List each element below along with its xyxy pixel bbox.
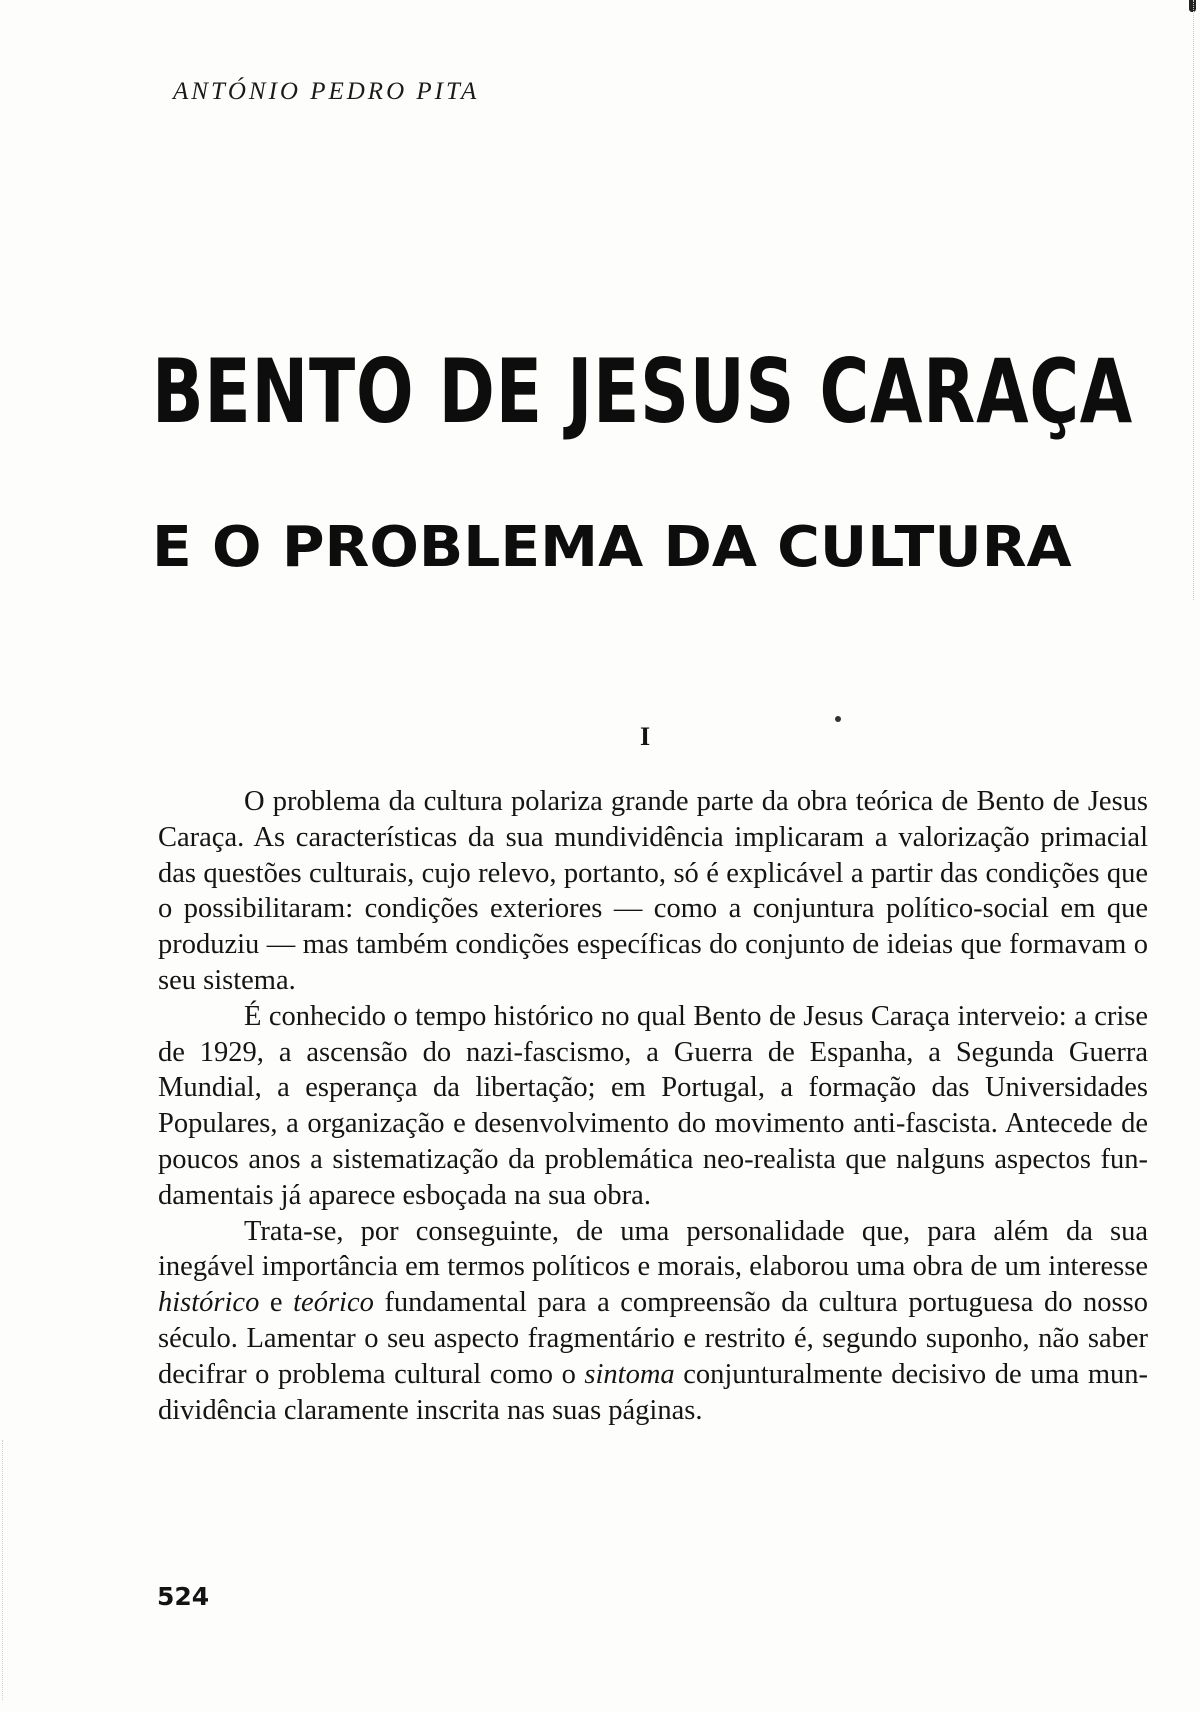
scan-edge-right	[1191, 0, 1194, 600]
italic-historico: histórico	[158, 1287, 260, 1319]
paragraph-3-text: e	[259, 1287, 294, 1319]
paragraph-3-text: conjunturalmente decisivo de uma mundividência claramente inscrita nas suas páginas.	[158, 1358, 1148, 1426]
paragraph-3-text: fundamental para a compreensão da cultura portuguesa do nosso século. Lamentar o seu aspecto fragmentário e restrito é, segundo suponho, não saber decifrar o problema cultural como o	[158, 1287, 1148, 1390]
section-number: I	[640, 722, 651, 751]
article-subtitle: E O PROBLEMA DA CULTURA	[152, 515, 1072, 580]
scan-edge-left	[2, 1440, 4, 1700]
italic-sintoma: sintoma	[584, 1358, 675, 1390]
paragraph-3-text: Trata-se, por conseguinte, de uma personalidade que, para além da sua inegável importância em termos políticos e morais, elaborou uma obra de um interesse	[158, 1215, 1148, 1283]
article-body	[158, 784, 1148, 1428]
article-title: BENTO DE JESUS CARAÇA	[152, 340, 1134, 443]
author-name: ANTÓNIO PEDRO PITA	[173, 78, 480, 105]
page-number: 524	[157, 1582, 210, 1611]
paragraph-2: É conhecido o tempo histórico no qual Bento de Jesus Caraça interveio: a crise de 1929, a ascensão do nazi-fascismo, a Guerra de Espanha, a Segunda Guerra Mundial, a esperança da libertação; em Portugal, a formação das Universidades Populares, a organização e desenvolvimento do movimento anti-fascista. Antecede de poucos anos a sistematização da problemática neo-realista que nalguns aspectos fundamentais já aparece esboçada na sua obra.	[158, 1000, 1148, 1211]
paragraph-1: O problema da cultura polariza grande parte da obra teórica de Bento de Jesus Caraça. As características da sua mundividência implicaram a valorização primacial das questões culturais, cujo relevo, portanto, só é explicável a partir das condições que o possibilitaram: condições exteriores — como a conjuntura político-social em que produziu — mas também condições específicas do conjunto de ideias que formavam o seu sistema.	[158, 786, 1148, 996]
print-speck	[835, 716, 841, 722]
italic-teorico: teórico	[293, 1287, 374, 1319]
paragraph-3	[158, 1214, 1148, 1429]
